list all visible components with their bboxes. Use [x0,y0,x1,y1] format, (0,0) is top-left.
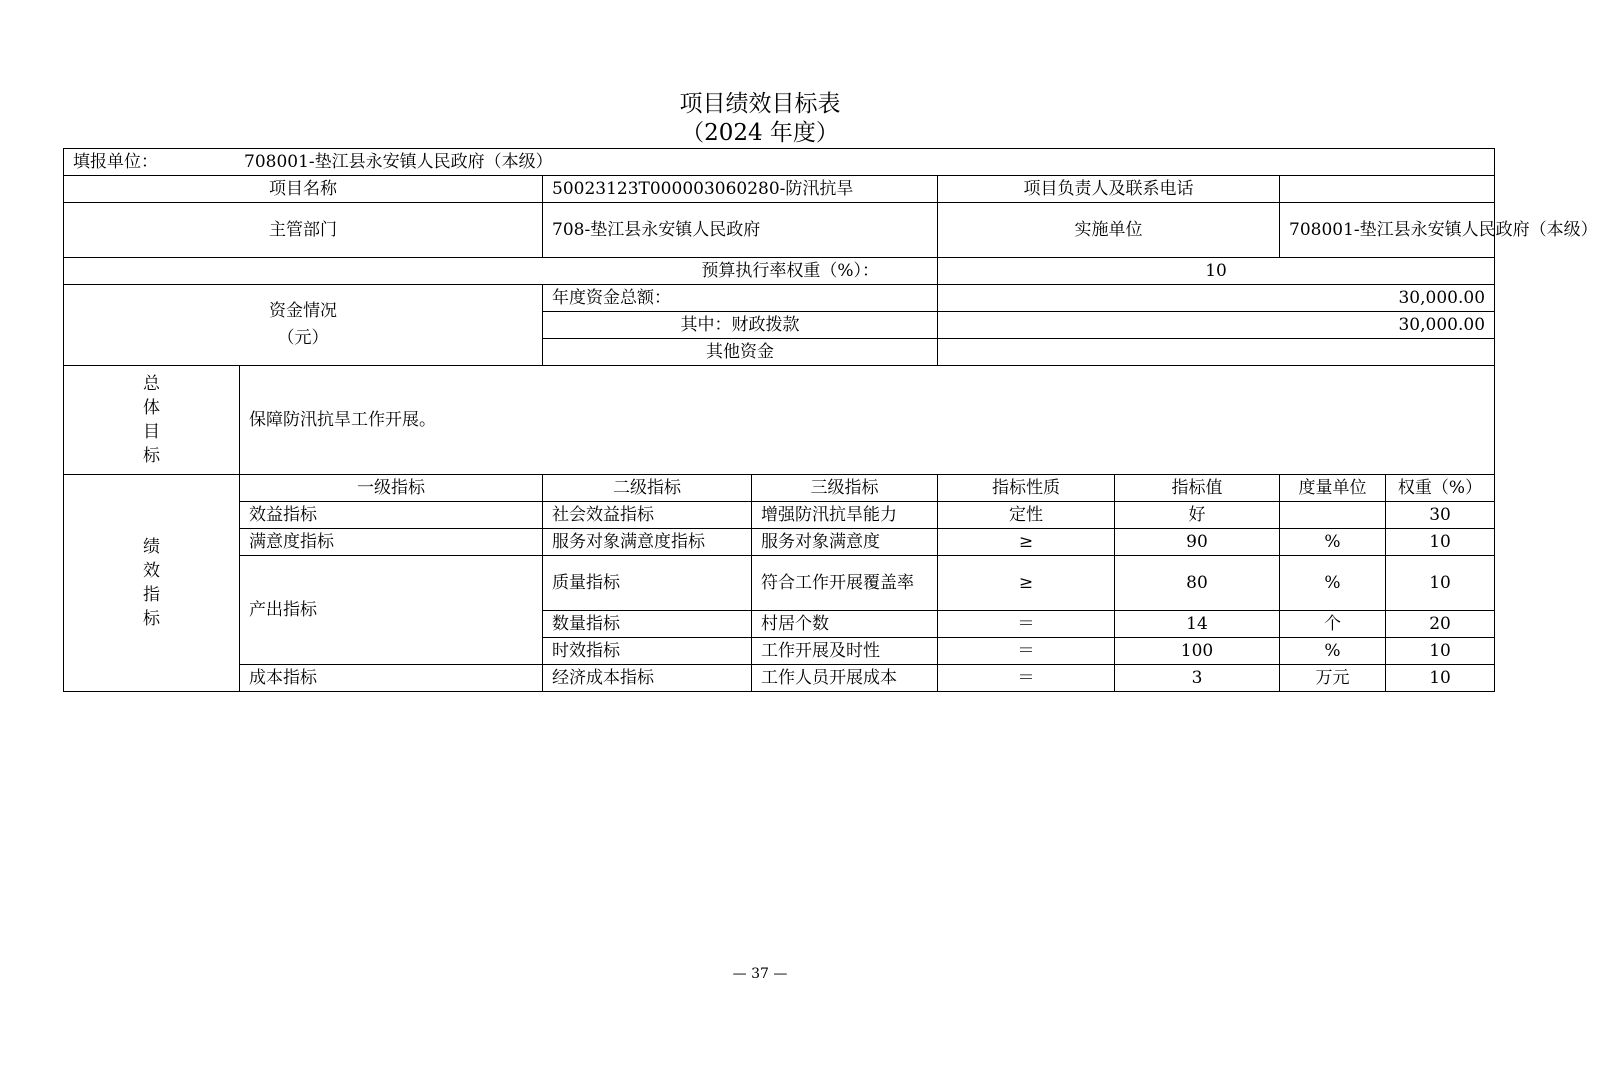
funds-fiscal-value: 30,000.00 [938,312,1495,339]
unit-cell: % [1280,529,1386,556]
weight-cell: 30 [1386,502,1495,529]
weight-cell: 20 [1386,611,1495,638]
row-department [64,203,1495,258]
title-line-1: 项目绩效目标表 [679,91,841,117]
level3-cell: 工作人员开展成本 [752,665,938,692]
nature-cell: ＝ [938,611,1115,638]
project-name-value: 50023123T000003060280-防汛抗旱 [543,176,938,203]
unit-cell: 万元 [1280,665,1386,692]
level2-cell: 社会效益指标 [543,502,752,529]
value-cell: 100 [1115,638,1280,665]
table-row [64,665,1495,692]
filling-unit-label: 填报单位： [73,152,158,172]
goal-text: 保障防汛抗旱工作开展。 [240,366,1495,475]
header-nature: 指标性质 [938,475,1115,502]
header-level1: 一级指标 [240,475,543,502]
nature-cell: ＝ [938,638,1115,665]
level2-cell: 服务对象满意度指标 [543,529,752,556]
level2-cell: 质量指标 [543,556,752,611]
level2-cell: 经济成本指标 [543,665,752,692]
level3-cell: 增强防汛抗旱能力 [752,502,938,529]
indicators-label-char: 指 [143,585,160,605]
project-contact-value [1280,176,1495,203]
header-weight: 权重（%） [1386,475,1495,502]
header-level2: 二级指标 [543,475,752,502]
indicators-label-char: 标 [143,609,160,629]
unit-cell: 个 [1280,611,1386,638]
nature-cell: 定性 [938,502,1115,529]
header-unit: 度量单位 [1280,475,1386,502]
project-name-label: 项目名称 [64,176,543,203]
funds-other-value [938,339,1495,366]
row-budget-rate [64,258,1495,285]
filling-unit-cell [64,149,1495,176]
level3-cell: 村居个数 [752,611,938,638]
funds-total-label: 年度资金总额： [543,285,938,312]
funds-label-line2: （元） [277,328,329,348]
project-contact-label: 项目负责人及联系电话 [938,176,1280,203]
value-cell: 3 [1115,665,1280,692]
page-number: — 37 — [732,966,788,982]
level1-cell: 效益指标 [240,502,543,529]
value-cell: 好 [1115,502,1280,529]
value-cell: 90 [1115,529,1280,556]
funds-fiscal-label: 其中：财政拨款 [543,312,938,339]
funds-label [64,285,543,366]
weight-cell: 10 [1386,556,1495,611]
performance-target-table [63,148,1598,692]
indicators-label-char: 绩 [143,537,160,557]
document-title [0,90,1520,148]
nature-cell: ≥ [938,556,1115,611]
row-filling-unit [64,149,1495,176]
row-overall-goal [64,366,1495,475]
indicators-label-char: 效 [143,561,160,581]
dept-label: 主管部门 [64,203,543,258]
budget-rate-value: 10 [938,258,1495,285]
level3-cell: 符合工作开展覆盖率 [752,556,938,611]
goal-label-char: 标 [143,446,160,466]
funds-label-line1: 资金情况 [269,301,337,321]
level3-cell: 工作开展及时性 [752,638,938,665]
header-value: 指标值 [1115,475,1280,502]
goal-label [64,366,240,475]
value-cell: 14 [1115,611,1280,638]
nature-cell: ＝ [938,665,1115,692]
indicators-label [64,475,240,692]
level1-cell: 产出指标 [240,556,543,665]
value-cell: 80 [1115,556,1280,611]
weight-cell: 10 [1386,638,1495,665]
header-level3: 三级指标 [752,475,938,502]
table-row [64,556,1495,611]
nature-cell: ≥ [938,529,1115,556]
table-row [64,502,1495,529]
level2-cell: 数量指标 [543,611,752,638]
row-funds-total [64,285,1495,312]
level1-cell: 满意度指标 [240,529,543,556]
impl-label: 实施单位 [938,203,1280,258]
unit-cell: % [1280,638,1386,665]
impl-value: 708001-垫江县永安镇人民政府（本级） [1280,203,1495,258]
funds-other-label: 其他资金 [543,339,938,366]
unit-cell: % [1280,556,1386,611]
weight-cell: 10 [1386,665,1495,692]
table-row [64,529,1495,556]
level2-cell: 时效指标 [543,638,752,665]
filling-unit-value: 708001-垫江县永安镇人民政府（本级） [244,152,553,172]
level1-cell: 成本指标 [240,665,543,692]
row-project-name [64,176,1495,203]
goal-label-char: 体 [143,398,160,418]
budget-rate-label: 预算执行率权重（%）： [64,258,938,285]
row-indicator-header [64,475,1495,502]
level3-cell: 服务对象满意度 [752,529,938,556]
goal-label-char: 目 [143,422,160,442]
unit-cell [1280,502,1386,529]
title-line-2: （2024 年度） [681,120,839,146]
funds-total-value: 30,000.00 [938,285,1495,312]
dept-value: 708-垫江县永安镇人民政府 [543,203,938,258]
weight-cell: 10 [1386,529,1495,556]
goal-label-char: 总 [143,374,160,394]
